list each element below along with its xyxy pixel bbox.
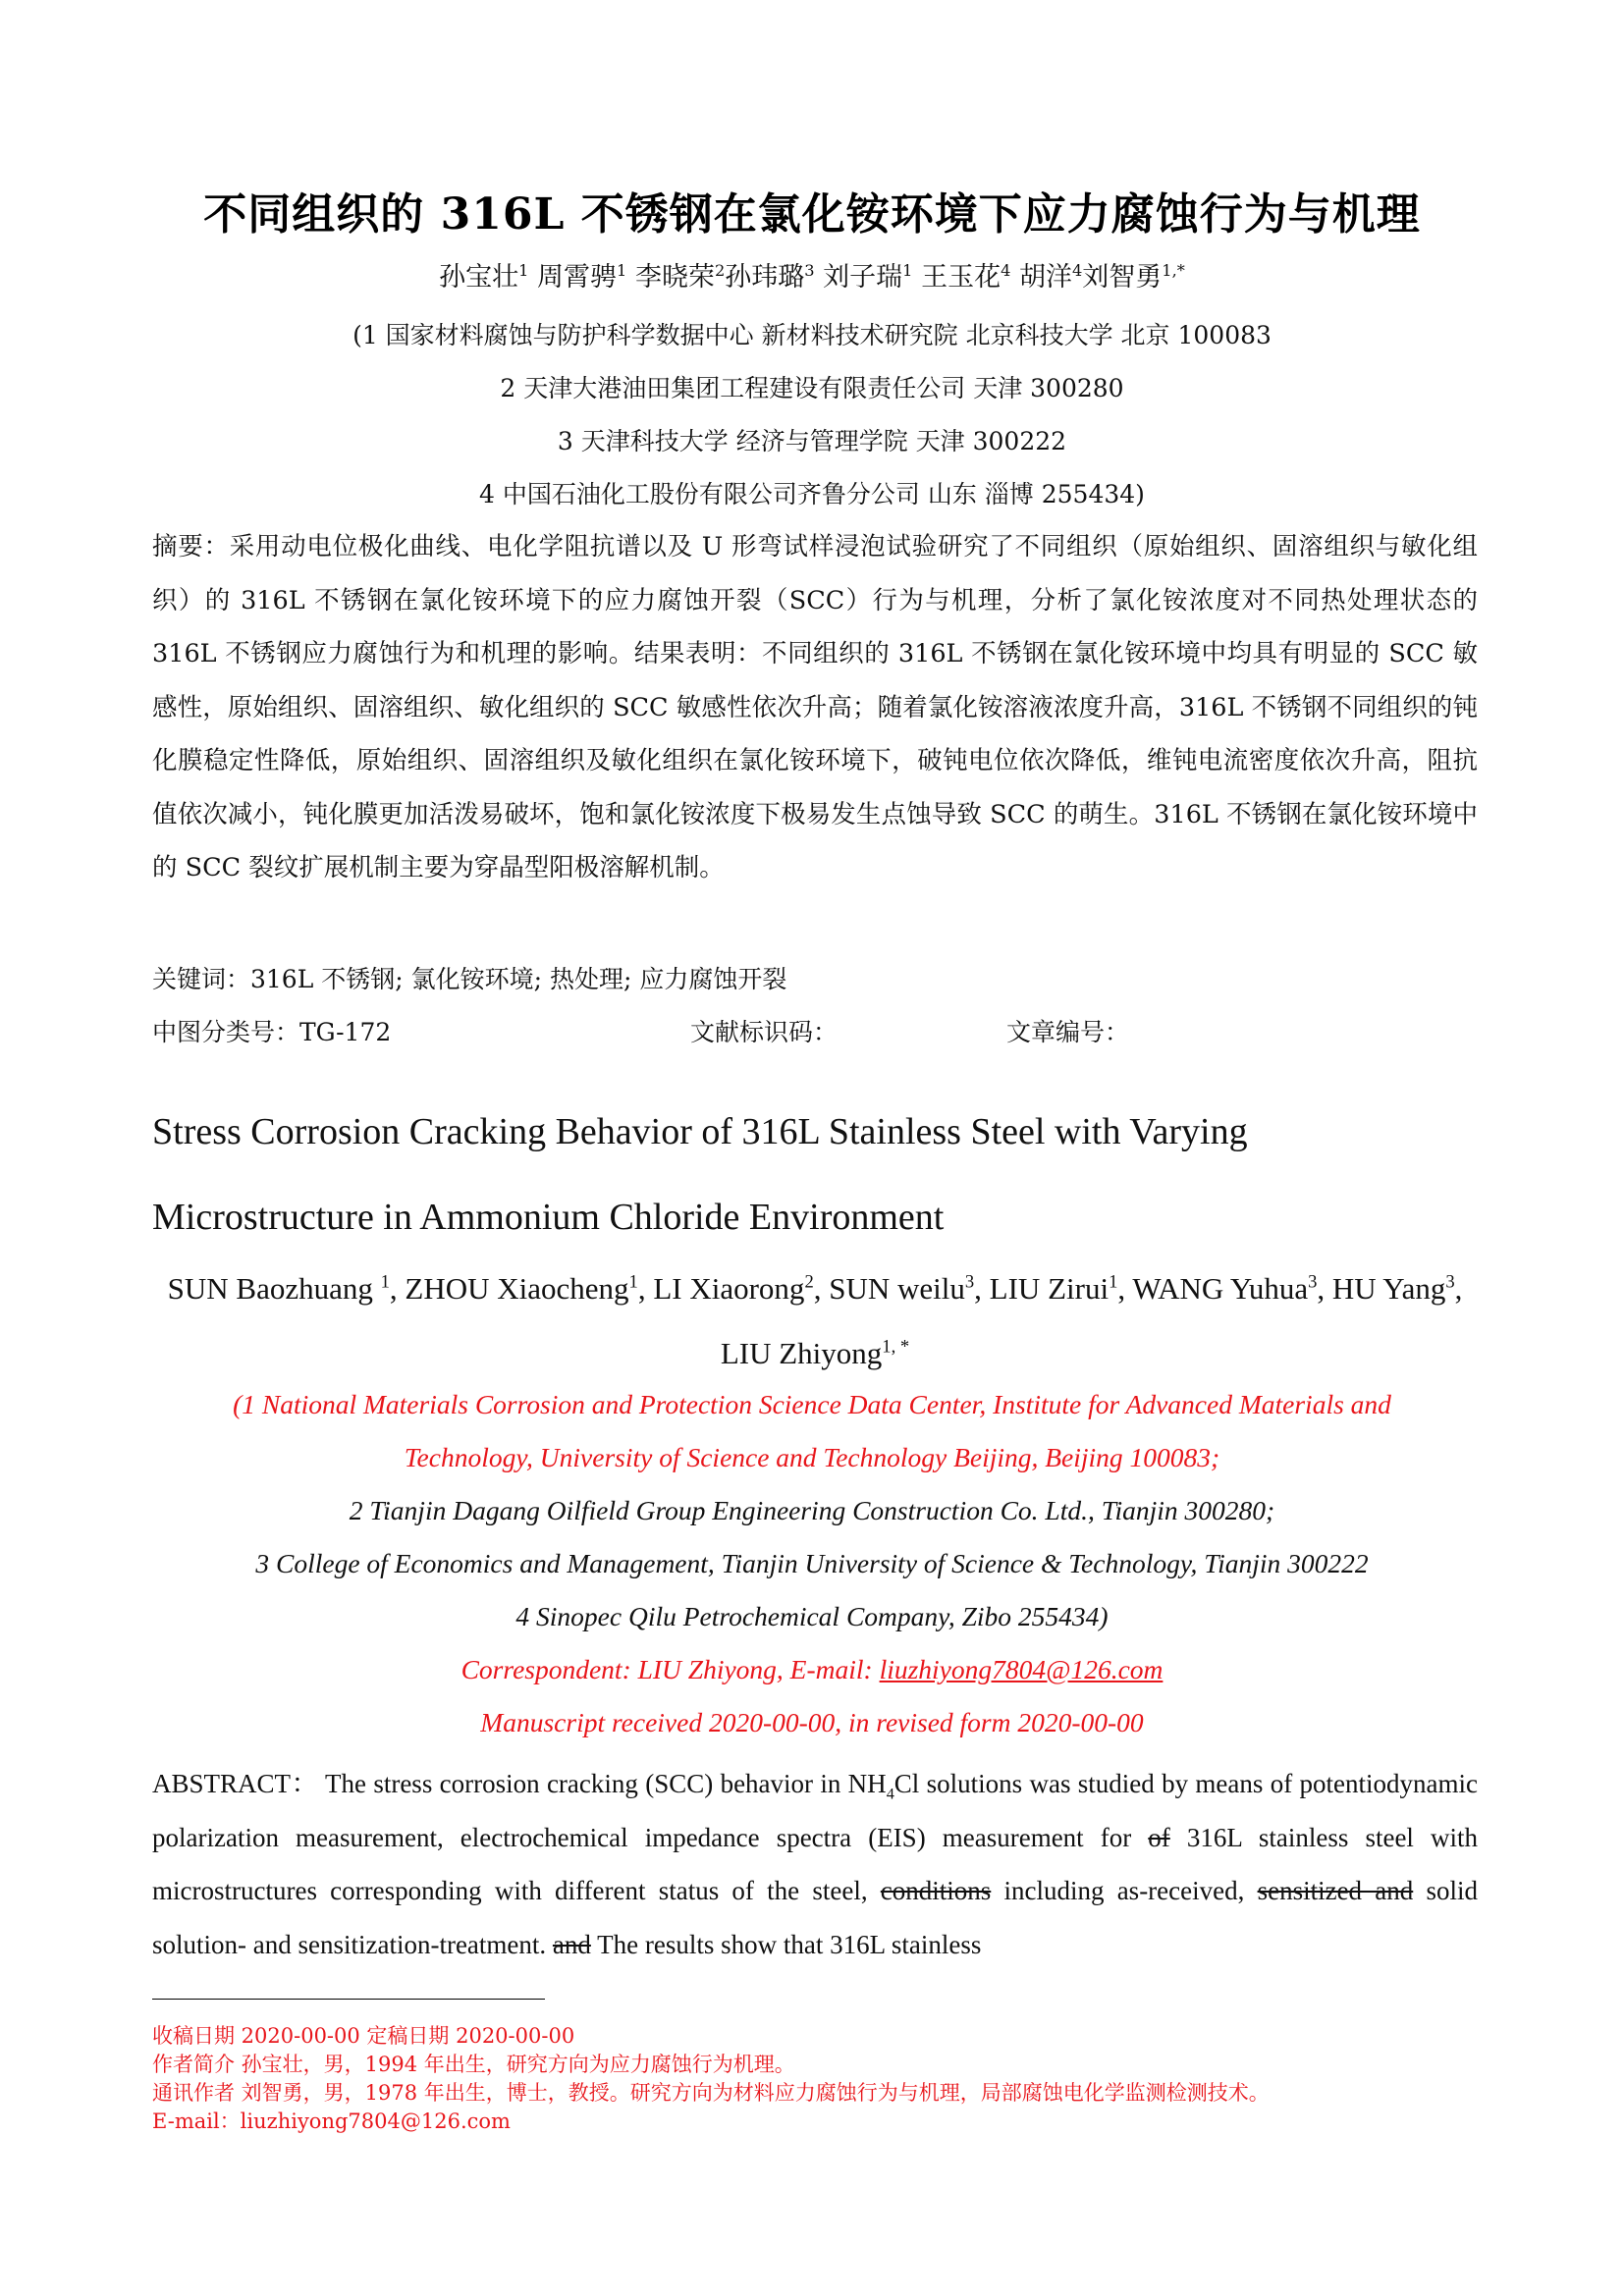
author-en: HU Yang$^3$, — [1331, 1271, 1463, 1306]
deleted-text: of — [1148, 1822, 1170, 1852]
deleted-text: sensitized and — [1257, 1876, 1414, 1905]
author-en: ZHOU Xiaocheng$^1$, — [405, 1271, 654, 1306]
author-en: LIU Zhiyong$^{1, *}$ — [720, 1336, 910, 1370]
authors-cn — [0, 255, 1624, 294]
author-cn: 李晓荣$^2$ — [634, 261, 726, 293]
deleted-text: and — [552, 1929, 591, 1959]
affiliation-en-4: 3 College of Economics and Management, Tianjin University of Science & Technology, Tianjin 300222 — [255, 1548, 1369, 1578]
keywords-cn: 关键词：316L 不锈钢; 氯化铵环境; 热处理; 应力腐蚀开裂 — [152, 965, 787, 993]
document-code: 文献标识码： — [690, 1018, 839, 1046]
abstract-en: ABSTRACT： The stress corrosion cracking (SCC) behavior in $NH_4Cl$ solutions was studied by means of potentiodynamic polarization measurement, electrochemical impedance spectra (EIS) measurement for of 316L stainless steel with microstructures corresponding with different status of the steel, conditions including as-received, sensitized and solid solution- and sensitization-treatment. and The results show that 316L stainless — [152, 1769, 1478, 1959]
title-en-line-1: Stress Corrosion Cracking Behavior of 316L Stainless Steel with Varying — [152, 1111, 1248, 1152]
clc-number: 中图分类号：TG-172 — [152, 1018, 392, 1046]
affiliation-en-2: Technology, University of Science and Technology Beijing, Beijing 100083; — [404, 1442, 1220, 1472]
footnotes — [152, 2022, 1527, 2136]
author-en: LI Xiaorong$^2$, — [653, 1271, 830, 1306]
affiliation-cn-1: (1 国家材料腐蚀与防护科学数据中心 新材料技术研究院 北京科技大学 北京 100083 — [352, 321, 1272, 349]
affiliation-cn-3: 3 天津科技大学 经济与管理学院 天津 300222 — [557, 427, 1067, 455]
affiliation-en-1: (1 National Materials Corrosion and Protection Science Data Center, Institute for Advanced Materials and — [233, 1389, 1391, 1419]
footnote-divider — [152, 1999, 545, 2000]
author-cn: 孙宝壮$^1$ — [439, 261, 529, 293]
footnote-corresponding-author: 通讯作者 刘智勇，男，1978 年出生，博士，教授。研究方向为材料应力腐蚀行为与机理，局部腐蚀电化学监测检测技术。 — [152, 2081, 1270, 2105]
affiliation-cn-2: 2 天津大港油田集团工程建设有限责任公司 天津 300280 — [500, 374, 1124, 402]
author-cn: 刘智勇$^{1,*}$ — [1082, 261, 1185, 293]
affiliation-en-3: 2 Tianjin Dagang Oilfield Group Engineering Construction Co. Ltd., Tianjin 300280; — [349, 1495, 1275, 1525]
author-cn: 孙玮璐$^3$ — [725, 261, 815, 293]
footnote-dates: 收稿日期 2020-00-00 定稿日期 2020-00-00 — [152, 2024, 575, 2048]
author-cn: 周霄骋$^1$ — [537, 261, 627, 293]
correspondent-label: Correspondent: LIU Zhiyong, E-mail: — [460, 1654, 880, 1684]
author-cn: 刘子瑞$^1$ — [823, 261, 913, 293]
deleted-text: conditions — [880, 1876, 992, 1905]
title-en — [152, 1090, 1488, 1260]
affiliation-en-5: 4 Sinopec Qilu Petrochemical Company, Zibo 255434) — [515, 1601, 1109, 1631]
correspondent-line — [0, 1654, 1624, 1685]
abstract-en-label: ABSTRACT： — [152, 1769, 319, 1798]
affiliation-cn-4: 4 中国石油化工股份有限公司齐鲁分公司 山东 淄博 255434) — [479, 480, 1145, 508]
correspondent-email-link[interactable]: liuzhiyong7804@126.com — [879, 1654, 1164, 1684]
footnote-author-bio: 作者简介 孙宝壮，男，1994 年出生，研究方向为应力腐蚀行为机理。 — [152, 2053, 795, 2076]
authors-en — [152, 1256, 1478, 1386]
title-en-line-2: Microstructure in Ammonium Chloride Environment — [152, 1197, 945, 1238]
author-en: SUN Baozhuang $^1$, — [167, 1271, 406, 1306]
author-en: LIU Zirui$^1$, — [989, 1271, 1133, 1306]
footnote-email: E-mail：liuzhiyong7804@126.com — [152, 2109, 511, 2133]
author-cn: 胡洋$^4$ — [1018, 261, 1083, 293]
author-cn: 王玉花$^4$ — [921, 261, 1011, 293]
manuscript-dates: Manuscript received 2020-00-00, in revised form 2020-00-00 — [480, 1707, 1144, 1737]
author-en: WANG Yuhua$^3$, — [1132, 1271, 1332, 1306]
abstract-cn: 摘要：采用动电位极化曲线、电化学阻抗谱以及 U 形弯试样浸泡试验研究了不同组织（原始组织、固溶组织与敏化组织）的 316L 不锈钢在氯化铵环境下的应力腐蚀开裂（SCC）行为与机理，分析了氯化铵浓度对不同热处理状态的 316L 不锈钢应力腐蚀行为和机理的影响。结果表明：不同组织的 316L 不锈钢在氯化铵环境中均具有明显的 SCC 敏感性，原始组织、固溶组织、敏化组织的 SCC 敏感性依次升高；随着氯化铵溶液浓度升高，316L 不锈钢不同组织的钝化膜稳定性降低，原始组织、固溶组织及敏化组织在氯化铵环境下，破钝电位依次降低，维钝电流密度依次升高，阻抗值依次减小，钝化膜更加活泼易破坏，饱和氯化铵浓度下极易发生点蚀导致 SCC 的萌生。316L 不锈钢在氯化铵环境中的 SCC 裂纹扩展机制主要为穿晶型阳极溶解机制。 — [152, 532, 1478, 882]
author-en: SUN weilu$^3$, — [829, 1271, 990, 1306]
title-cn: 不同组织的 316L 不锈钢在氯化铵环境下应力腐蚀行为与机理 — [203, 189, 1421, 240]
article-number: 文章编号： — [1006, 1018, 1130, 1046]
